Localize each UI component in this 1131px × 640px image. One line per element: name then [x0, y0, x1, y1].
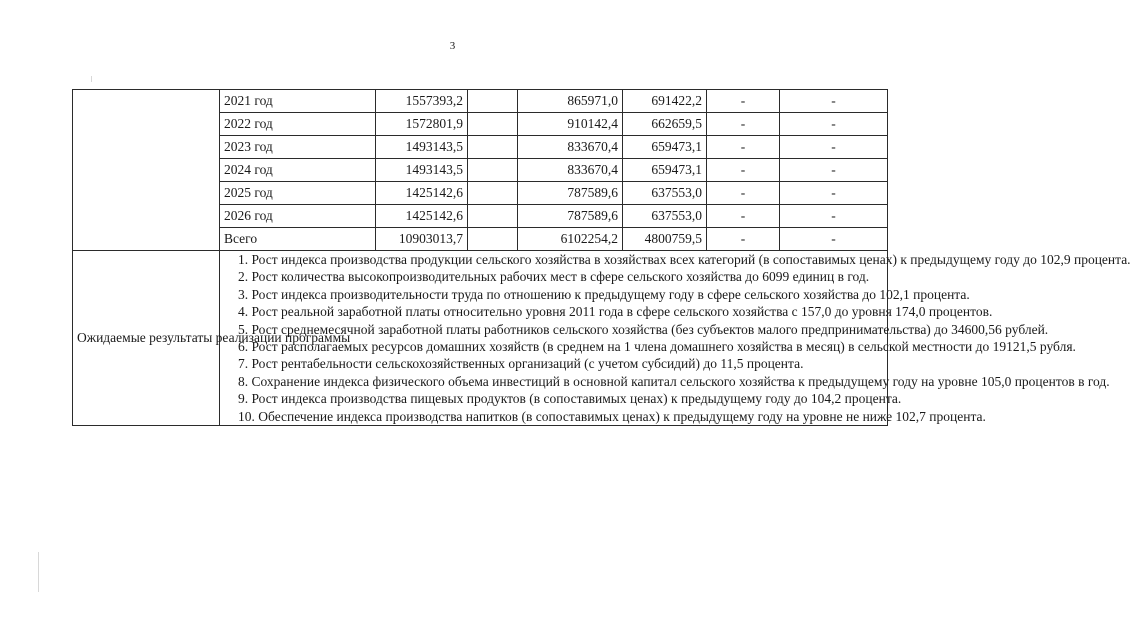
- total-cell: 1557393,2: [376, 90, 468, 113]
- result-item: 2. Рост количества высокопроизводительных рабочих мест в сфере сельского хозяйства до 6099 единиц в год.: [238, 269, 870, 285]
- finance-row: [73, 90, 888, 113]
- amount-cell: 787589,6: [518, 182, 623, 205]
- total-cell: 1425142,6: [376, 205, 468, 228]
- dash-cell: -: [780, 136, 888, 159]
- result-item: 7. Рост рентабельности сельскохозяйственных организаций (с учетом субсидий) до 11,5 процента.: [238, 356, 804, 372]
- amount-cell: 865971,0: [518, 90, 623, 113]
- empty-cell: [468, 159, 518, 182]
- empty-cell: [468, 182, 518, 205]
- result-item: 4. Рост реальной заработной платы относительно уровня 2011 года в сфере сельского хозяйства с 157,0 до уровня 174,0 процентов.: [238, 304, 993, 320]
- total-cell: 1425142,6: [376, 182, 468, 205]
- total-cell: 1493143,5: [376, 136, 468, 159]
- page-number: 3: [449, 40, 456, 52]
- amount-cell: 659473,1: [623, 159, 707, 182]
- total-cell: 1572801,9: [376, 113, 468, 136]
- total-cell: 1493143,5: [376, 159, 468, 182]
- dash-cell: -: [707, 228, 780, 251]
- result-item: 9. Рост индекса производства пищевых продуктов (в сопоставимых ценах) к предыдущему году до 104,2 процента.: [238, 391, 902, 407]
- dash-cell: -: [707, 136, 780, 159]
- amount-cell: 659473,1: [623, 136, 707, 159]
- results-row: [73, 251, 888, 426]
- year-cell: Всего: [220, 228, 376, 251]
- result-item: 6. Рост располагаемых ресурсов домашних хозяйств (в среднем на 1 члена домашнего хозяйства в месяц) в сельской местности до 19121,5 рубля.: [238, 339, 1076, 355]
- dash-cell: -: [707, 205, 780, 228]
- result-item: 8. Сохранение индекса физического объема инвестиций в основной капитал сельского хозяйства к предыдущему году на уровне 105,0 процентов в год.: [238, 373, 1110, 389]
- amount-cell: 787589,6: [518, 205, 623, 228]
- result-item: 10. Обеспечение индекса производства напитков (в сопоставимых ценах) к предыдущему году на уровне не ниже 102,7 процента.: [238, 408, 986, 424]
- empty-cell: [468, 228, 518, 251]
- year-cell: 2023 год: [220, 136, 376, 159]
- year-cell: 2022 год: [220, 113, 376, 136]
- dash-cell: -: [707, 113, 780, 136]
- amount-cell: 691422,2: [623, 90, 707, 113]
- amount-cell: 6102254,2: [518, 228, 623, 251]
- dash-cell: -: [707, 182, 780, 205]
- results-content: [220, 251, 1131, 426]
- amount-cell: 910142,4: [518, 113, 623, 136]
- scan-artifact-line: [38, 552, 39, 592]
- amount-cell: 662659,5: [623, 113, 707, 136]
- dash-cell: -: [707, 159, 780, 182]
- scan-artifact-tick: [91, 76, 92, 82]
- empty-cell: [468, 90, 518, 113]
- dash-cell: -: [780, 159, 888, 182]
- total-cell: 10903013,7: [376, 228, 468, 251]
- dash-cell: -: [780, 228, 888, 251]
- dash-cell: -: [780, 182, 888, 205]
- result-item: 1. Рост индекса производства продукции сельского хозяйства в хозяйствах всех категорий (в сопоставимых ценах) к предыдущему году до 102,9 процента.: [238, 252, 1131, 267]
- year-cell: 2024 год: [220, 159, 376, 182]
- dash-cell: -: [707, 90, 780, 113]
- empty-cell: [468, 136, 518, 159]
- empty-cell: [468, 205, 518, 228]
- empty-cell: [468, 113, 518, 136]
- result-item: 3. Рост индекса производительности труда по отношению к предыдущему году в сфере сельского хозяйства до 102,1 процента.: [238, 286, 970, 302]
- amount-cell: 637553,0: [623, 182, 707, 205]
- amount-cell: 833670,4: [518, 136, 623, 159]
- results-label: Ожидаемые результаты реализации программы: [73, 251, 220, 426]
- dash-cell: -: [780, 90, 888, 113]
- amount-cell: 637553,0: [623, 205, 707, 228]
- program-passport-table: [72, 89, 1131, 426]
- amount-cell: 833670,4: [518, 159, 623, 182]
- dash-cell: -: [780, 205, 888, 228]
- year-cell: 2026 год: [220, 205, 376, 228]
- amount-cell: 4800759,5: [623, 228, 707, 251]
- dash-cell: -: [780, 113, 888, 136]
- finance-label-cell: [73, 90, 220, 251]
- year-cell: 2021 год: [220, 90, 376, 113]
- year-cell: 2025 год: [220, 182, 376, 205]
- result-item: 5. Рост среднемесячной заработной платы работников сельского хозяйства (без субъектов малого предпринимательства) до 34600,56 рублей.: [238, 321, 1049, 337]
